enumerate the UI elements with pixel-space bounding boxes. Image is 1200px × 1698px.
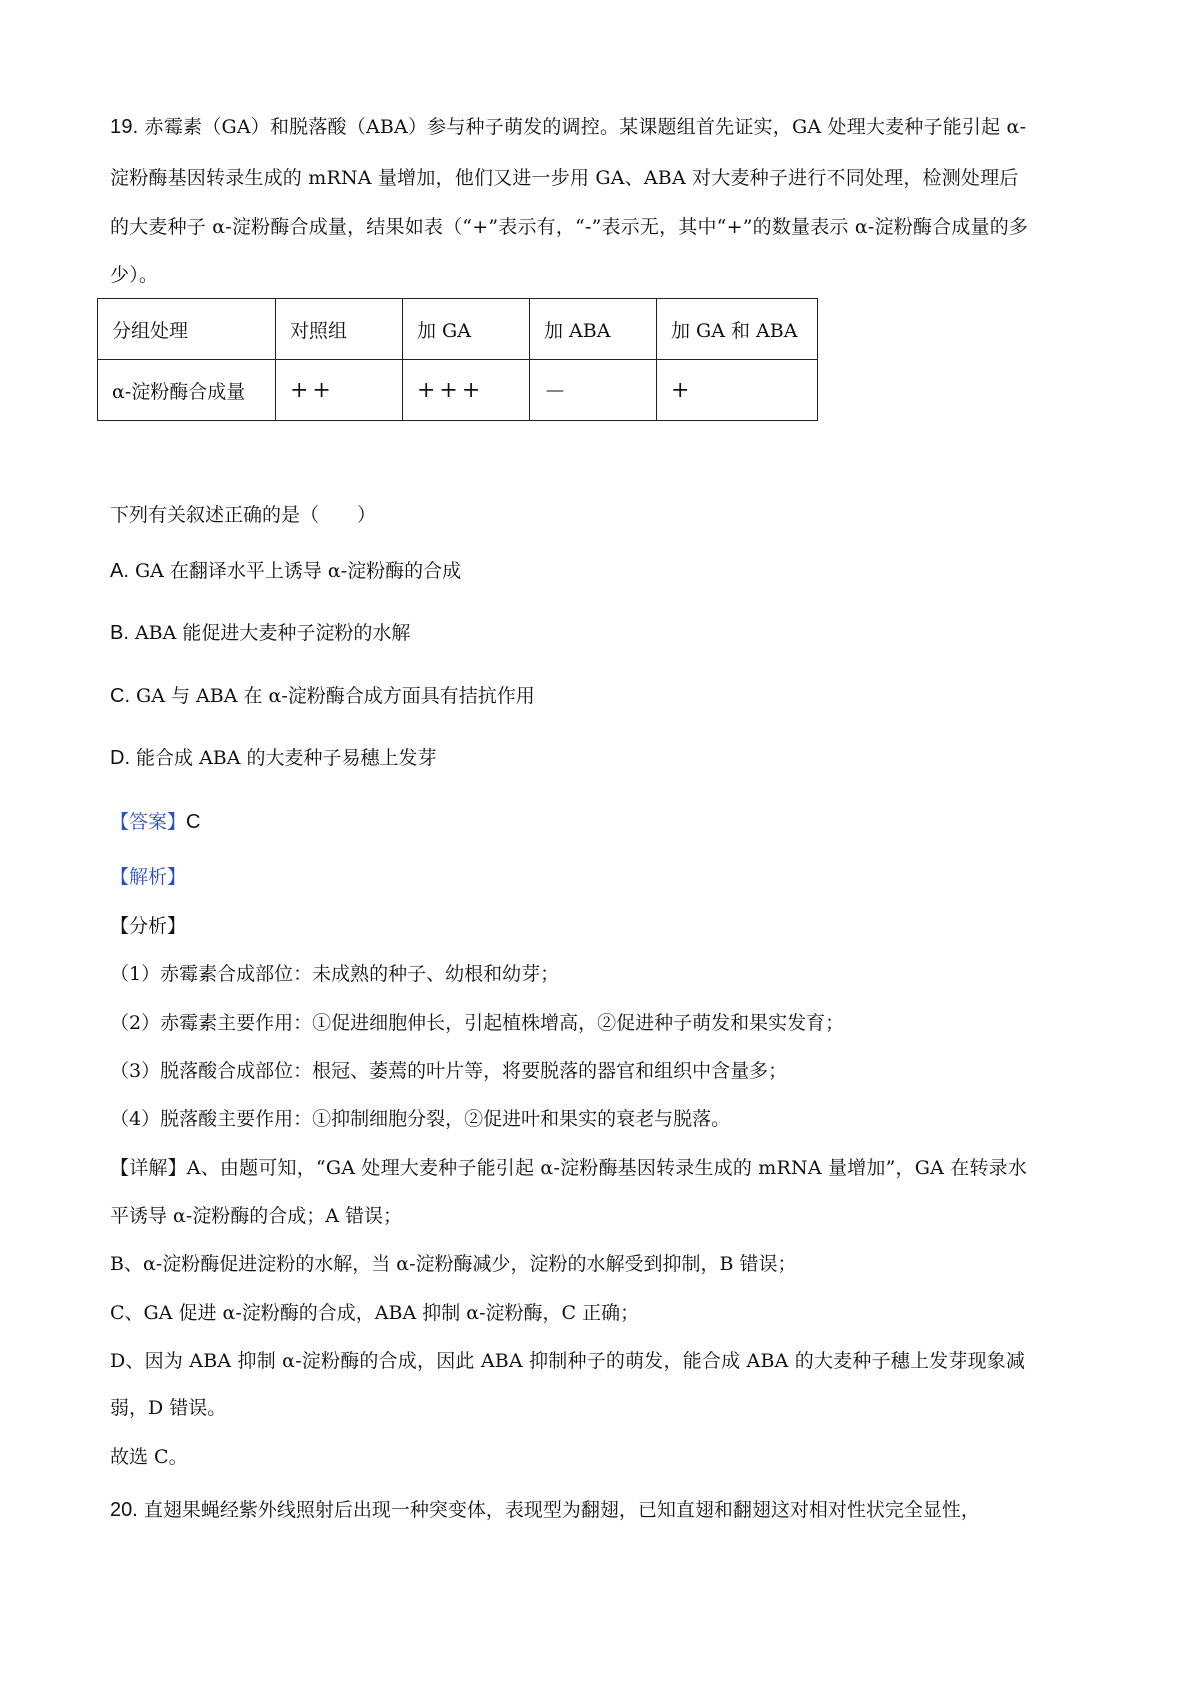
fenxi-line-3: （3）脱落酸合成部位：根冠、萎蔫的叶片等，将要脱落的器官和组织中含量多；: [110, 1060, 788, 1082]
table-row-label: α-淀粉酶合成量: [98, 360, 276, 421]
table-header-cell: 加 GA 和 ABA: [657, 299, 818, 360]
fenxi-label: 【分析】: [110, 915, 187, 937]
detail-line-2: 平诱导 α-淀粉酶的合成；A 错误；: [110, 1205, 403, 1227]
option-c: C. GA 与 ABA 在 α-淀粉酶合成方面具有拮抗作用: [110, 685, 535, 707]
table-header-cell: 加 ABA: [530, 299, 657, 360]
table-cell: +++: [403, 360, 530, 421]
question-prompt: 下列有关叙述正确的是（ ）: [110, 504, 377, 526]
option-a: A. GA 在翻译水平上诱导 α-淀粉酶的合成: [110, 560, 462, 582]
detail-line-3: B、α-淀粉酶促进淀粉的水解，当 α-淀粉酶减少，淀粉的水解受到抑制，B 错误；: [110, 1253, 797, 1275]
fenxi-line-1: （1）赤霉素合成部位：未成熟的种子、幼根和幼芽；: [110, 963, 560, 985]
analysis-label: 【解析】: [110, 866, 187, 888]
table-row: [98, 299, 818, 360]
q19-stem-line-2: 淀粉酶基因转录生成的 mRNA 量增加，他们又进一步用 GA、ABA 对大麦种子进行不同处理，检测处理后: [110, 167, 1019, 189]
q19-number: 19.: [110, 116, 139, 138]
q19-stem-line-3: 的大麦种子 α-淀粉酶合成量，结果如表（“+”表示有，“-”表示无，其中“+”的数量表示 α-淀粉酶合成量的多: [110, 216, 1029, 238]
q19-stem-line-4: 少）。: [110, 264, 159, 286]
detail-line-4: C、GA 促进 α-淀粉酶的合成，ABA 抑制 α-淀粉酶，C 正确；: [110, 1302, 640, 1324]
detail-line-6: 弱，D 错误。: [110, 1397, 227, 1419]
table-header-cell: 加 GA: [403, 299, 530, 360]
table-header-cell: 对照组: [276, 299, 403, 360]
answer-line: [110, 809, 200, 835]
detail-line-5: D、因为 ABA 抑制 α-淀粉酶的合成，因此 ABA 抑制种子的萌发，能合成 ABA 的大麦种子穗上发芽现象减: [110, 1350, 1026, 1372]
data-table: [97, 298, 818, 421]
table-row: [98, 360, 818, 421]
detail-line-7: 故选 C。: [110, 1446, 188, 1468]
table-cell: －: [530, 360, 657, 421]
detail-line-1: 【详解】A、由题可知，“GA 处理大麦种子能引起 α-淀粉酶基因转录生成的 mRNA 量增加”，GA 在转录水: [110, 1157, 1028, 1179]
q20-number: 20.: [110, 1499, 138, 1521]
q19-stem-line-1: 19. 赤霉素（GA）和脱落酸（ABA）参与种子萌发的调控。某课题组首先证实，GA 处理大麦种子能引起 α-: [110, 116, 1027, 138]
q20-stem: 20. 直翅果蝇经紫外线照射后出现一种突变体，表现型为翻翅，已知直翅和翻翅这对相对性状完全显性，: [110, 1499, 980, 1521]
fenxi-line-2: （2）赤霉素主要作用：①促进细胞伸长，引起植株增高，②促进种子萌发和果实发育；: [110, 1012, 845, 1034]
fenxi-line-4: （4）脱落酸主要作用：①抑制细胞分裂，②促进叶和果实的衰老与脱落。: [110, 1108, 731, 1130]
option-d: D. 能合成 ABA 的大麦种子易穗上发芽: [110, 747, 437, 769]
option-b: B. ABA 能促进大麦种子淀粉的水解: [110, 622, 411, 644]
table-cell: +: [657, 360, 818, 421]
answer-label: 【答案】: [110, 811, 187, 833]
table-header-cell: 分组处理: [98, 299, 276, 360]
table-cell: ++: [276, 360, 403, 421]
answer-value: C: [186, 811, 201, 833]
